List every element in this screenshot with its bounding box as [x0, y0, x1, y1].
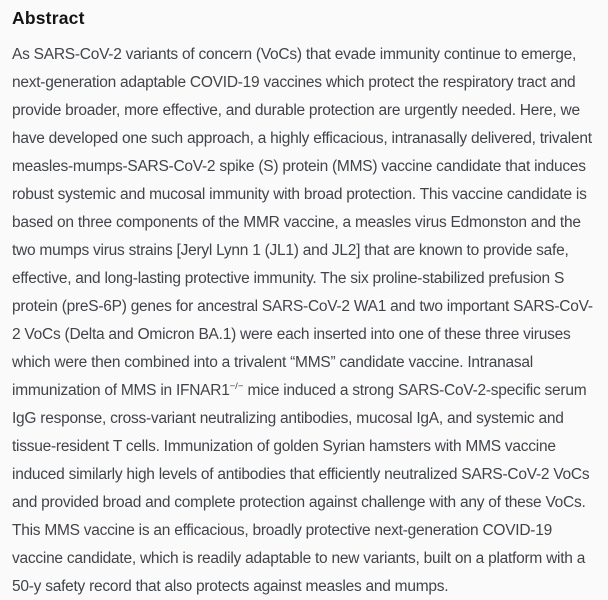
abstract-text-after-superscript: mice induced a strong SARS-CoV-2-specific serum IgG response, cross-variant neutralizing antibodies, mucosal IgA, and systemic and tissue-resident T cells. Immunization of golden Syrian hamsters with MMS vaccine induced similarly high levels of antibodies that efficiently neutralized SARS-CoV-2 VoCs and provided broad and complete protection against challenge with any of these VoCs. This MMS vaccine is an efficacious, broadly protective next-generation COVID-19 vaccine candidate, which is readily adaptable to new variants, built on a platform with a 50-y safety record that also protects against measles and mumps.: [12, 382, 590, 595]
abstract-text-before-superscript: As SARS-CoV-2 variants of concern (VoCs) that evade immunity continue to emerge, next-generation adaptable COVID-19 vaccines which protect the respiratory tract and provide broader, more effective, and durable protection are urgently needed. Here, we have developed one such approach, a highly efficacious, intranasally delivered, trivalent measles-mumps-SARS-CoV-2 spike (S) protein (MMS) vaccine candidate that induces robust systemic and mucosal immunity with broad protection. This vaccine candidate is based on three components of the MMR vaccine, a measles virus Edmonston and the two mumps virus strains [Jeryl Lynn 1 (JL1) and JL2] that are known to provide safe, effective, and long-lasting protective immunity. The six proline-stabilized prefusion S protein (preS-6P) genes for ancestral SARS-CoV-2 WA1 and two important SARS-CoV-2 VoCs (Delta and Omicron BA.1) were each inserted into one of these three viruses which were then combined into a trivalent “MMS” candidate vaccine. Intranasal immunization of MMS in IFNAR1: [12, 46, 593, 399]
abstract-heading: Abstract: [12, 8, 85, 28]
abstract-paragraph: [12, 41, 596, 600]
ifnar1-knockout-superscript: −/−: [229, 380, 244, 392]
